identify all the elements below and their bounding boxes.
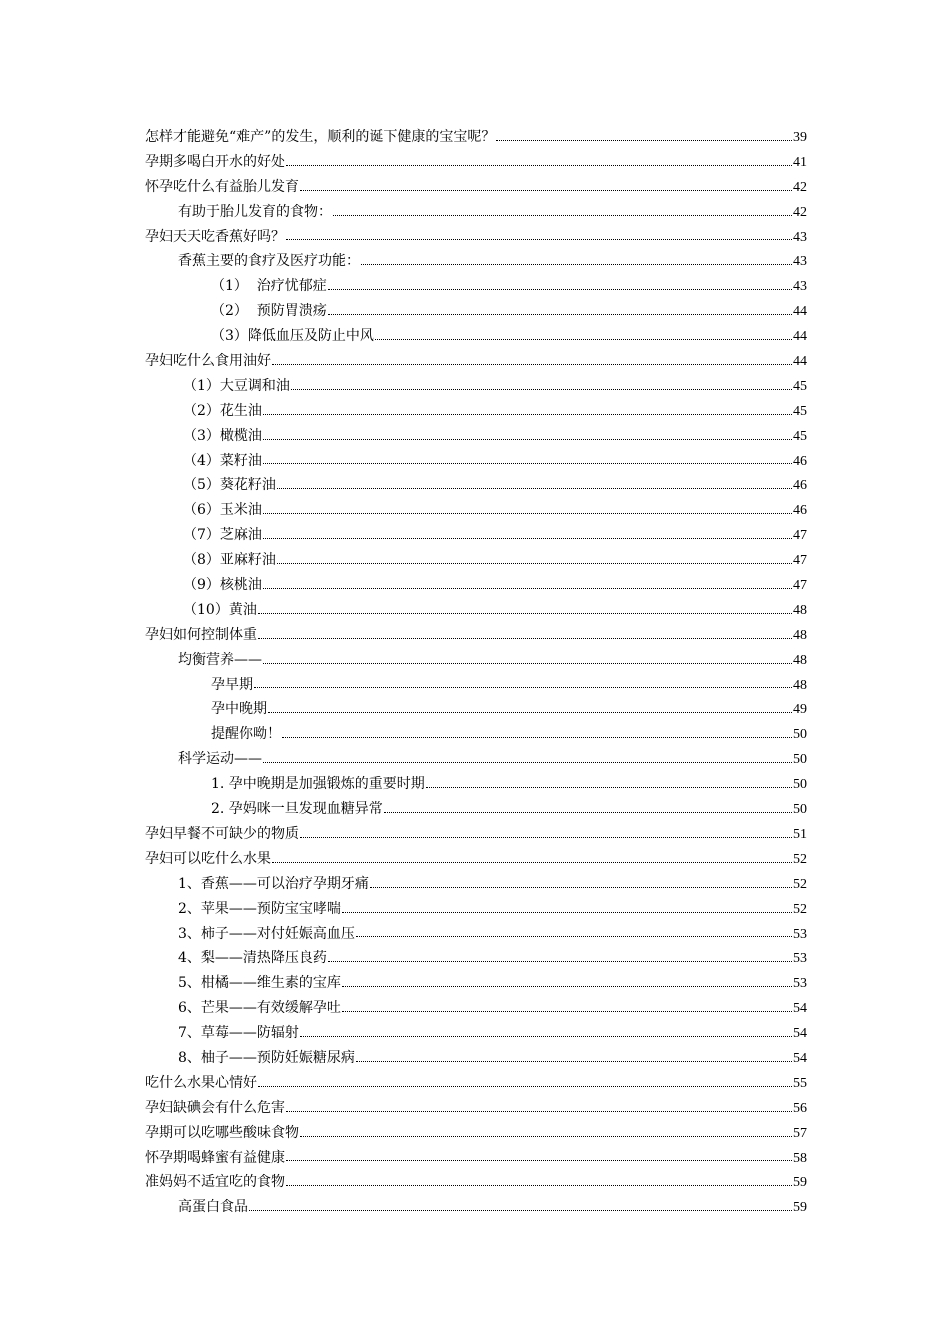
toc-entry-page-number: 45	[793, 378, 807, 394]
toc-dot-leader	[258, 637, 792, 639]
toc-entry-page-number: 52	[793, 901, 807, 917]
toc-entry-page-number: 54	[793, 1050, 807, 1066]
toc-dot-leader	[356, 1060, 792, 1062]
toc-dot-leader	[375, 338, 792, 340]
toc-entry-page-number: 54	[793, 1026, 807, 1042]
toc-dot-leader	[263, 512, 792, 514]
toc-dot-leader	[277, 562, 792, 564]
toc-dot-leader	[426, 786, 792, 788]
toc-entry[interactable]	[145, 1021, 807, 1046]
toc-entry[interactable]	[145, 623, 807, 648]
toc-dot-leader	[268, 711, 792, 713]
toc-entry[interactable]	[145, 598, 807, 623]
toc-entry[interactable]	[145, 399, 807, 424]
toc-dot-leader	[300, 189, 792, 191]
toc-entry[interactable]	[145, 673, 807, 698]
toc-entry-title: 吃什么水果心情好	[145, 1074, 257, 1091]
toc-dot-leader	[286, 238, 792, 240]
toc-entry-title: 孕妇早餐不可缺少的物质	[145, 825, 299, 842]
toc-entry-page-number: 45	[793, 428, 807, 444]
toc-entry[interactable]	[145, 1071, 807, 1096]
toc-entry[interactable]	[145, 1046, 807, 1071]
toc-entry[interactable]	[145, 424, 807, 449]
toc-entry-title: 3、柿子——对付妊娠高血压	[178, 925, 355, 942]
toc-entry-page-number: 42	[793, 179, 807, 195]
toc-entry-page-number: 53	[793, 926, 807, 942]
toc-entry[interactable]	[145, 299, 807, 324]
toc-entry-title: 1. 孕中晚期是加强锻炼的重要时期	[211, 776, 425, 793]
toc-entry[interactable]	[145, 225, 807, 250]
toc-entry-title: 孕妇吃什么食用油好	[145, 353, 271, 370]
toc-dot-leader	[263, 438, 792, 440]
toc-entry-title: 2、苹果——预防宝宝哮喘	[178, 900, 341, 917]
toc-entry-title: 孕中晚期	[211, 701, 267, 718]
toc-entry-page-number: 42	[793, 204, 807, 220]
toc-entry-page-number: 43	[793, 279, 807, 295]
toc-dot-leader	[342, 911, 792, 913]
toc-entry[interactable]	[145, 274, 807, 299]
toc-dot-leader	[272, 363, 792, 365]
toc-dot-leader	[370, 886, 792, 888]
toc-dot-leader	[282, 736, 792, 738]
toc-entry-page-number: 50	[793, 777, 807, 793]
toc-entry-title: 科学运动——	[178, 751, 262, 768]
toc-dot-leader	[263, 587, 792, 589]
toc-entry[interactable]	[145, 922, 807, 947]
toc-entry-page-number: 43	[793, 254, 807, 270]
toc-dot-leader	[286, 164, 792, 166]
toc-entry-page-number: 46	[793, 478, 807, 494]
toc-dot-leader	[286, 1159, 792, 1161]
toc-entry[interactable]	[145, 200, 807, 225]
toc-entry-title: 怀孕吃什么有益胎儿发育	[145, 178, 299, 195]
toc-dot-leader	[258, 1085, 792, 1087]
toc-dot-leader	[328, 313, 792, 315]
toc-entry-title: 有助于胎儿发育的食物：	[178, 203, 332, 220]
toc-entry-page-number: 59	[793, 1175, 807, 1191]
toc-dot-leader	[277, 487, 792, 489]
toc-entry[interactable]	[145, 324, 807, 349]
toc-entry-title: （7）芝麻油	[183, 527, 262, 544]
toc-entry[interactable]	[145, 125, 807, 150]
toc-dot-leader	[342, 1010, 792, 1012]
toc-dot-leader	[300, 1035, 792, 1037]
toc-entry[interactable]	[145, 996, 807, 1021]
toc-entry-page-number: 54	[793, 1001, 807, 1017]
toc-dot-leader	[263, 462, 792, 464]
toc-entry-page-number: 48	[793, 627, 807, 643]
toc-entry[interactable]	[145, 797, 807, 822]
toc-dot-leader	[328, 960, 792, 962]
toc-entry-page-number: 56	[793, 1100, 807, 1116]
toc-entry-title: （1）大豆调和油	[183, 377, 290, 394]
toc-entry-title: 4、梨——清热降压良药	[178, 950, 327, 967]
toc-dot-leader	[361, 263, 792, 265]
toc-entry-title: （3）降低血压及防止中风	[211, 328, 374, 345]
toc-dot-leader	[263, 413, 792, 415]
toc-entry-page-number: 47	[793, 578, 807, 594]
toc-entry-title: 香蕉主要的食疗及医疗功能：	[178, 253, 360, 270]
toc-entry-title: 怎样才能避免“难产”的发生，顺利的诞下健康的宝宝呢？	[145, 129, 496, 145]
toc-entry[interactable]	[145, 722, 807, 747]
toc-entry-page-number: 49	[793, 702, 807, 718]
toc-dot-leader	[272, 861, 792, 863]
toc-dot-leader	[254, 686, 792, 688]
toc-entry-title: 孕妇缺碘会有什么危害	[145, 1099, 285, 1116]
toc-dot-leader	[249, 1209, 792, 1211]
toc-entry-page-number: 52	[793, 876, 807, 892]
toc-entry-page-number: 47	[793, 528, 807, 544]
toc-dot-leader	[258, 612, 792, 614]
toc-entry[interactable]	[145, 697, 807, 722]
toc-dot-leader	[263, 537, 792, 539]
toc-dot-leader	[342, 985, 792, 987]
toc-entry-title: 高蛋白食品	[178, 1199, 248, 1216]
toc-entry[interactable]	[145, 249, 807, 274]
toc-entry[interactable]	[145, 1096, 807, 1121]
toc-entry-page-number: 45	[793, 403, 807, 419]
toc-entry[interactable]	[145, 897, 807, 922]
toc-entry-title: （4）菜籽油	[183, 452, 262, 469]
toc-dot-leader	[496, 139, 792, 141]
toc-entry-title: 准妈妈不适宜吃的食物	[145, 1174, 285, 1191]
toc-dot-leader	[286, 1184, 792, 1186]
toc-entry-title: 7、草莓——防辐射	[178, 1025, 299, 1042]
toc-entry-page-number: 46	[793, 503, 807, 519]
toc-dot-leader	[286, 1110, 792, 1112]
toc-entry[interactable]	[145, 573, 807, 598]
toc-entry-page-number: 44	[793, 329, 807, 345]
toc-dot-leader	[384, 811, 792, 813]
toc-entry-page-number: 44	[793, 354, 807, 370]
toc-entry[interactable]	[145, 971, 807, 996]
toc-entry-title: 2. 孕妈咪一旦发现血糖异常	[211, 801, 383, 818]
toc-entry[interactable]	[145, 150, 807, 175]
toc-entry[interactable]	[145, 1195, 807, 1220]
toc-dot-leader	[300, 836, 792, 838]
toc-entry-title: 均衡营养——	[178, 651, 262, 668]
toc-entry[interactable]	[145, 175, 807, 200]
toc-entry[interactable]	[145, 772, 807, 797]
toc-entry-page-number: 48	[793, 652, 807, 668]
toc-entry-title: （1） 治疗忧郁症	[211, 278, 327, 295]
table-of-contents	[145, 125, 807, 1220]
toc-entry-page-number: 50	[793, 752, 807, 768]
toc-entry-title: （8）亚麻籽油	[183, 552, 276, 569]
toc-entry-page-number: 57	[793, 1125, 807, 1141]
toc-entry[interactable]	[145, 349, 807, 374]
toc-entry-title: 8、柚子——预防妊娠糖尿病	[178, 1049, 355, 1066]
toc-dot-leader	[263, 662, 792, 664]
toc-entry[interactable]	[145, 946, 807, 971]
toc-entry-title: （10）黄油	[183, 601, 257, 618]
toc-entry[interactable]	[145, 548, 807, 573]
toc-entry[interactable]	[145, 473, 807, 498]
toc-entry[interactable]	[145, 1146, 807, 1171]
toc-entry-page-number: 58	[793, 1150, 807, 1166]
toc-entry-page-number: 53	[793, 951, 807, 967]
toc-entry-title: （2） 预防胃溃疡	[211, 303, 327, 320]
toc-entry-title: 孕妇可以吃什么水果	[145, 850, 271, 867]
toc-entry-page-number: 44	[793, 304, 807, 320]
toc-entry-title: 1、香蕉——可以治疗孕期牙痛	[178, 875, 369, 892]
toc-entry[interactable]	[145, 872, 807, 897]
toc-entry[interactable]	[145, 374, 807, 399]
toc-entry-page-number: 50	[793, 802, 807, 818]
toc-entry-title: （9）核桃油	[183, 577, 262, 594]
toc-entry-page-number: 39	[793, 130, 807, 145]
toc-dot-leader	[333, 214, 792, 216]
toc-entry-page-number: 43	[793, 229, 807, 245]
toc-dot-leader	[300, 1135, 792, 1137]
toc-entry-page-number: 50	[793, 727, 807, 743]
toc-entry-title: 怀孕期喝蜂蜜有益健康	[145, 1149, 285, 1166]
toc-entry-title: 孕妇天天吃香蕉好吗？	[145, 228, 285, 245]
toc-entry-page-number: 48	[793, 677, 807, 693]
toc-entry-title: （6）玉米油	[183, 502, 262, 519]
toc-entry-page-number: 41	[793, 154, 807, 170]
toc-entry-page-number: 51	[793, 826, 807, 842]
toc-entry[interactable]	[145, 822, 807, 847]
toc-entry-title: 孕早期	[211, 676, 253, 693]
toc-entry-page-number: 47	[793, 553, 807, 569]
toc-entry[interactable]	[145, 498, 807, 523]
toc-entry-page-number: 59	[793, 1200, 807, 1216]
toc-dot-leader	[328, 288, 792, 290]
toc-entry-page-number: 55	[793, 1075, 807, 1091]
toc-entry-page-number: 46	[793, 453, 807, 469]
toc-entry-page-number: 48	[793, 602, 807, 618]
toc-entry[interactable]	[145, 1170, 807, 1195]
toc-dot-leader	[291, 388, 792, 390]
toc-entry-page-number: 53	[793, 976, 807, 992]
toc-entry-title: 提醒你呦！	[211, 726, 281, 743]
toc-entry[interactable]	[145, 449, 807, 474]
toc-dot-leader	[263, 761, 792, 763]
toc-entry-title: （2）花生油	[183, 402, 262, 419]
toc-entry[interactable]	[145, 747, 807, 772]
toc-entry-title: 孕期可以吃哪些酸味食物	[145, 1124, 299, 1141]
toc-entry[interactable]	[145, 523, 807, 548]
toc-entry[interactable]	[145, 648, 807, 673]
toc-entry[interactable]	[145, 1121, 807, 1146]
toc-entry-title: （5）葵花籽油	[183, 477, 276, 494]
toc-dot-leader	[356, 935, 792, 937]
toc-entry-title: 5、柑橘——维生素的宝库	[178, 975, 341, 992]
toc-entry[interactable]	[145, 847, 807, 872]
toc-entry-title: 孕期多喝白开水的好处	[145, 153, 285, 170]
toc-entry-page-number: 52	[793, 851, 807, 867]
toc-entry-title: 6、芒果——有效缓解孕吐	[178, 1000, 341, 1017]
toc-entry-title: （3）橄榄油	[183, 427, 262, 444]
toc-entry-title: 孕妇如何控制体重	[145, 626, 257, 643]
